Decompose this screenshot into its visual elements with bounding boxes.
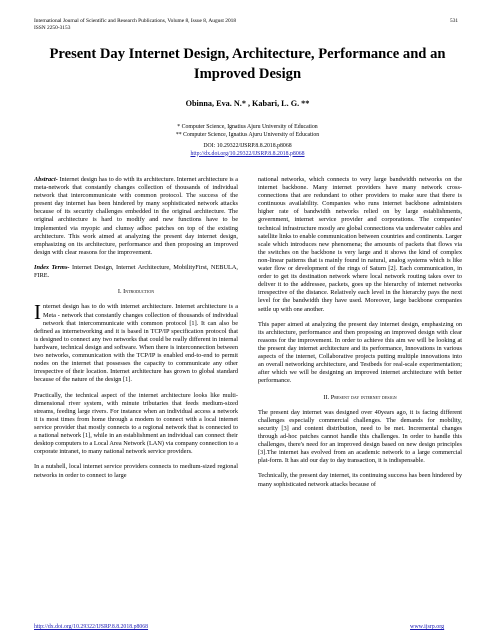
section-title: Present day internet design xyxy=(330,393,397,401)
section-number: I. xyxy=(117,288,122,296)
section-title: Introduction xyxy=(123,288,155,296)
index-terms-label: Index Terms- xyxy=(34,264,70,272)
abstract-text: Internet design has to do with its architecture. Internet architecture is a meta-network that constantly changes collection of thousands of individual network that intercommunicate with common protocol. The success of the present day internet has been hindered by many sophisticated network attacks because of its security challenges embedded in the original architecture. The original architecture is hard to modify and new functions have to be implemented via myopic and clumsy adhoc patches on top of the existing architecture. This work aimed at analyzing the present day internet design, emphasizing on its architecture, performance and then proposing an improved design with clear reasons for the improvement. xyxy=(34,176,238,256)
right-column xyxy=(258,176,462,620)
authors: Obinna, Eva. N.* , Kabari, L. G. ** xyxy=(185,99,310,108)
body-paragraph-3: The present day internet was designed over 40years ago, it is facing different challenges especially commercial challenges. The demands for mobility, security [3] and content distribution, need to be met. Incremental changes through ad-hoc patches cannot handle this challenges. In order to handle this challenges, there's need for an improved design based on new design principles [3].The internet has evolved from an academic network to a large commercial plat-form. It has aid our day to day transaction, it is indispensable. xyxy=(258,408,462,465)
intro-paragraph-1 xyxy=(34,300,238,384)
page-number: 531 xyxy=(450,18,459,24)
affiliation-1: * Computer Science, Ignatius Ajuru University of Education xyxy=(177,124,318,130)
body-paragraph-2: This paper aimed at analyzing the present day internet design, emphasizing on its architecture, performance and then proposing an improved design with clear reasons for the improvement. In order to achieve this aim we will be looking at the present day internet architecture and its performance, Innovations in various aspects of the internet, Collaborative projects putting multiple innovations into an overall networking architecture, and Testbeds for real-scale experimentation; after which we will be designing an improved internet architecture with better performance. xyxy=(258,320,462,385)
body-paragraph-4: Technically, the present day internet, its continuing success has been hindered by many sophisticated network attacks because of xyxy=(258,472,462,488)
footer-site-link[interactable]: www.ijsrp.org xyxy=(410,624,445,630)
doi-text: DOI: 10.29322/IJSRP.8.8.2018.p8068 xyxy=(203,143,292,149)
doi-block xyxy=(34,143,461,158)
affiliations xyxy=(34,124,461,139)
section-heading-present-day xyxy=(258,394,462,402)
paper-title: Present Day Internet Design, Architecture, Performance and an Improved Design xyxy=(49,46,446,82)
footer-doi-link[interactable]: http://dx.doi.org/10.29322/IJSRP.8.8.2018.p8068 xyxy=(34,624,149,630)
index-terms-text: Internet Design, Internet Architecture, MobilityFirst, NEBULA, FIRE. xyxy=(34,264,238,280)
intro-paragraph-3: In a nutshell, local internet service providers connects to medium-sized regional networks in order to connect to large xyxy=(34,463,238,479)
journal-name: International Journal of Scientific and Research Publications, Volume 8, Issue 8, August 2018 xyxy=(34,18,237,24)
doi-link[interactable]: http://dx.doi.org/10.29322/IJSRP.8.8.2018.p8068 xyxy=(190,150,305,157)
body-paragraph-1: national networks, which connects to very large bandwidth networks on the internet backbone. Many internet providers have many network cross-connections that are redundant to other providers to make sure that there is continuous availability. Companies who runs internet backbone administers higher rate of bandwidth networks relied on by large establishments, government, internet service provider and corporations. The companies' technical infrastructure mostly are global connections via underwater cables and satellite links to enable communication between countries and continents. Larger scale which introduces new phenomena; the amounts of packets that flows via the switches on the backbone is very large and it shows the kind of complex non-linear patterns that is mainly found in natural, analog systems which is like water flow or development of the rings of Saturn [2]. Each communication, in order to get its destination network where local network routing takes over to deliver it to the addressee, packets, goes up the hierarchy of internet networks irrespective of the distance. Relatively each level in the hierarchy pays the next level for the bandwidth they have used. Moreover, large backbone companies settle up with one another. xyxy=(258,176,462,313)
section-number: II. xyxy=(323,393,330,401)
index-terms xyxy=(34,264,238,280)
intro-paragraph-1-text: nternet design has to do with internet architecture. Internet architecture is a Meta - network that constantly changes collection of thousands of individual network that intercommunicate with common protocol [1]. It can also be defined as internetworking and it is based in TCP/IP specification protocol that is designed to connect any two networks that could be really different in internal hardware, technical design and software. When there is interconnection between two networks, communication with the TCP/IP is enabled end-to-end to permit nodes on the internet that possesses the capacity to communicate any other irrespective of their location. Internet architecture has grown to global standard because of the nature of the design [1]. xyxy=(34,303,238,384)
journal-header xyxy=(34,18,236,32)
abstract xyxy=(34,176,238,257)
left-column xyxy=(34,176,238,620)
abstract-label: Abstract- xyxy=(34,176,58,183)
intro-paragraph-2: Practically, the technical aspect of the internet architecture looks like multi-dimensional river system, with minute tributaries that feeds medium-sized streams, feeding large rivers. For instance when an individual access a network it is most times from home through a modem to connect with a local internet service provider that mostly connects to a regional network that is connected to a national network [1], while in an establishment an individual can connect their desktop computers to a Local Area Network (LAN) via company connection to a corporate intranet, to many national network service providers. xyxy=(34,391,238,456)
affiliation-2: ** Computer Science, Ignatius Ajuru University of Education xyxy=(175,131,320,138)
section-heading-introduction xyxy=(34,288,238,296)
drop-cap: I xyxy=(34,300,41,325)
issn: ISSN 2250-3153 xyxy=(34,25,71,31)
